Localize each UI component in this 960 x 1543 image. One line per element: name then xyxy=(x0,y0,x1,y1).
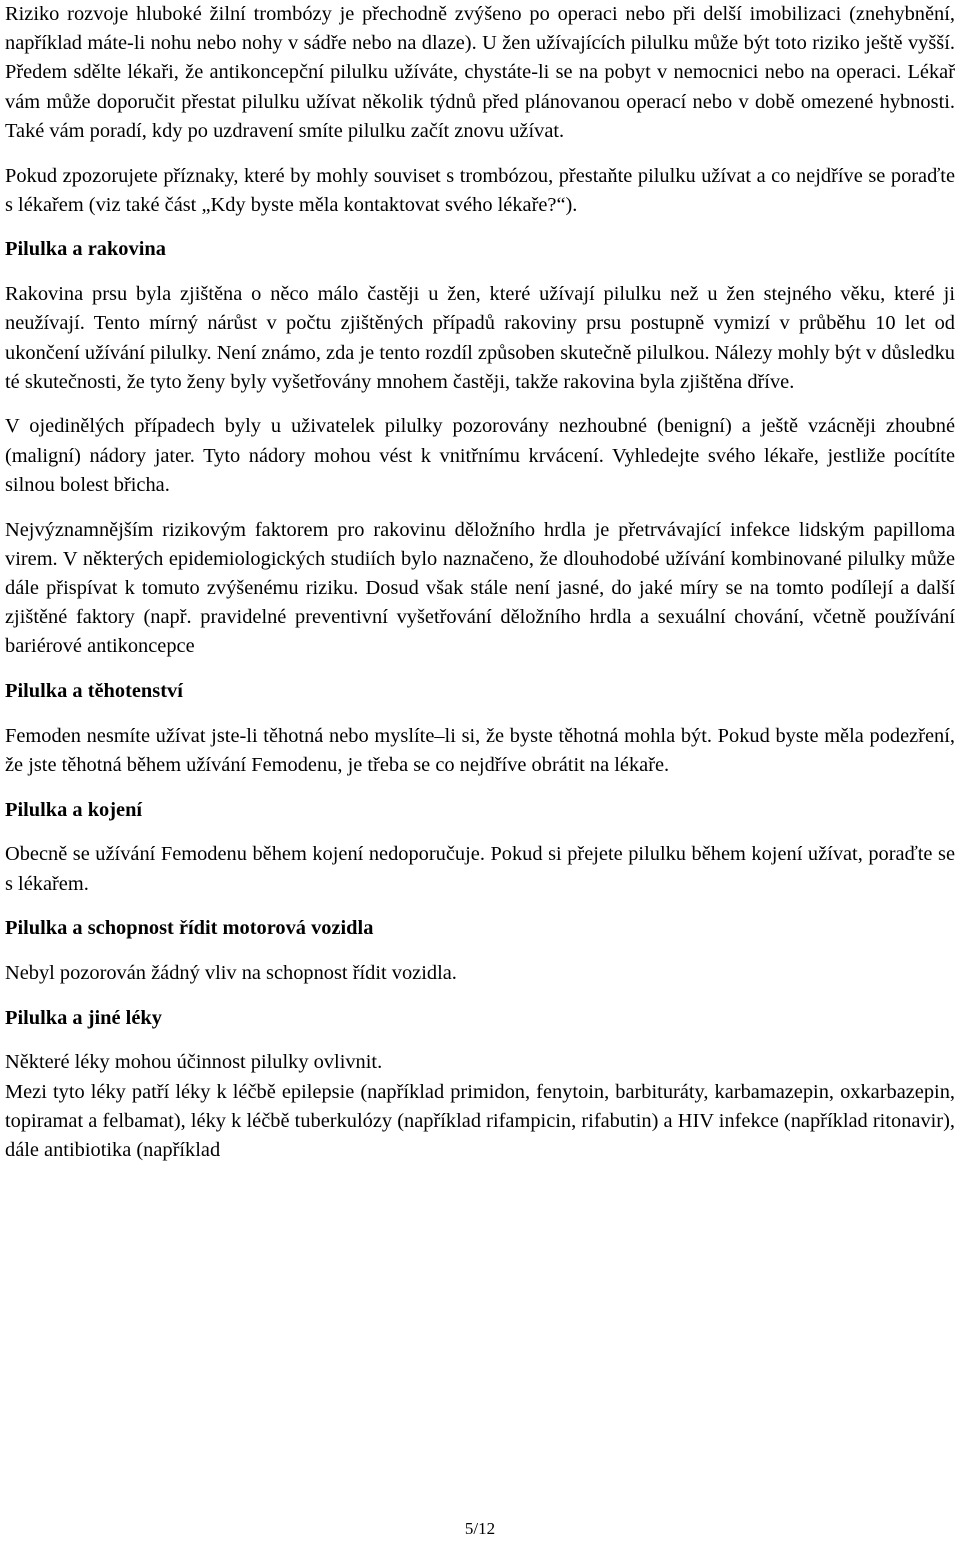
paragraph-liver-tumors: V ojedinělých případech byly u uživatelek pilulky pozorovány nezhoubné (benigní) a ještě vzácněji zhoubné (maligní) nádory jater. Tyto nádory mohou vést k vnitřnímu krvácení. Vyhledejte svého lékaře, jestliže pocítíte silnou bolest břicha. xyxy=(5,415,955,496)
heading-pill-and-driving: Pilulka a schopnost řídit motorová vozidla xyxy=(5,917,374,940)
heading-pill-and-other-drugs: Pilulka a jiné léky xyxy=(5,1006,162,1029)
paragraph-driving: Nebyl pozorován žádný vliv na schopnost řídit vozidla. xyxy=(5,961,457,984)
paragraph-breast-cancer: Rakovina prsu byla zjištěna o něco málo častěji u žen, které užívají pilulku než u žen stejného věku, které ji neužívají. Tento mírný nárůst v počtu zjištěných případů rakoviny prsu postupně vymizí v průběhu 10 let od ukončení užívání pilulky. Není známo, zda je tento rozdíl způsoben skutečně pilulkou. Nálezy mohly být v důsledku té skutečnosti, že tyto ženy byly vyšetřovány mnohem častěji, takže rakovina byla zjištěna dříve. xyxy=(5,283,955,393)
paragraph-cervical-cancer: Nejvýznamnějším rizikovým faktorem pro rakovinu děložního hrdla je přetrvávající infekce lidským papilloma virem. V některých epidemiologických studiích bylo naznačeno, že dlouhodobé užívání kombinované pilulky může dále přispívat k tomuto zvýšenému riziku. Dosud však stále není jasné, do jaké míry se na tomto podílejí a další zjištěné faktory (např. pravidelné preventivní vyšetřování děložního hrdla a sexuální chování, včetně používání bariérové antikoncepce xyxy=(5,518,955,658)
paragraph-thrombosis-symptoms: Pokud zpozorujete příznaky, které by mohly souviset s trombózou, přestaňte pilulku užívat a co nejdříve se poraďte s lékařem (viz také část „Kdy byste měla kontaktovat svého lékaře?“). xyxy=(5,164,955,216)
heading-pill-and-pregnancy: Pilulka a těhotenství xyxy=(5,680,183,703)
paragraph-other-drugs-list: Mezi tyto léky patří léky k léčbě epilepsie (například primidon, fenytoin, barbituráty, karbamazepin, oxkarbazepin, topiramat a felbamat), léky k léčbě tuberkulózy (například rifampicin, rifabutin) a HIV infekce (například ritonavir), dále antibiotika (například xyxy=(5,1080,955,1161)
heading-pill-and-cancer: Pilulka a rakovina xyxy=(5,238,166,261)
paragraph-thrombosis-surgery: Riziko rozvoje hluboké žilní trombózy je přechodně zvýšeno po operaci nebo při delší imobilizaci (znehybnění, například máte-li nohu nebo nohy v sádře nebo na dlaze). U žen užívajících pilulku může být toto riziko ještě vyšší. Předem sdělte lékaři, že antikoncepční pilulku užíváte, chystáte-li se na pobyt v nemocnici nebo na operaci. Lékař vám může doporučit přestat pilulku užívat několik týdnů před plánovanou operací nebo v době omezené hybnosti. Také vám poradí, kdy po uzdravení smíte pilulku začít znovu užívat. xyxy=(5,3,955,142)
paragraph-pregnancy: Femoden nesmíte užívat jste-li těhotná nebo myslíte–li si, že byste těhotná mohla být. Pokud byste měla podezření, že jste těhotná během užívání Femodenu, je třeba se co nejdříve obrátit na lékaře. xyxy=(5,724,955,776)
page-number: 5/12 xyxy=(464,1519,496,1538)
paragraph-other-drugs-intro: Některé léky mohou účinnost pilulky ovlivnit. xyxy=(5,1051,383,1074)
heading-pill-and-breastfeeding: Pilulka a kojení xyxy=(5,798,143,821)
document-page xyxy=(5,0,955,1165)
paragraph-breastfeeding: Obecně se užívání Femodenu během kojení nedoporučuje. Pokud si přejete pilulku během kojení užívat, poraďte se s lékařem. xyxy=(5,843,955,895)
